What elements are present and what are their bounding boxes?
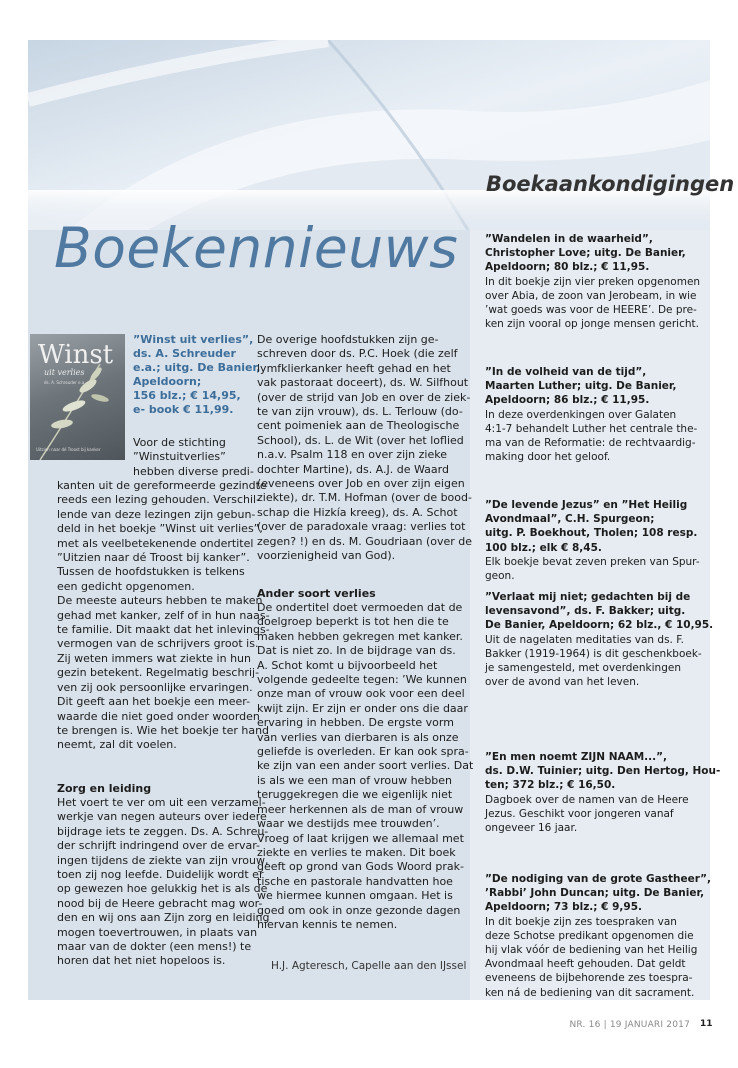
text-line: dochter Martine), ds. A.J. de Waard bbox=[257, 462, 449, 476]
body-line: making door het geloof. bbox=[485, 451, 611, 464]
text-line: kanten uit de gereformeerde gezindte bbox=[57, 479, 267, 492]
text-line: Het voert te ver om uit een verzamel- bbox=[57, 796, 266, 809]
text-line: is als we een man of vrouw hebben bbox=[257, 773, 453, 787]
announcement-entry bbox=[485, 590, 714, 689]
announcement-entry bbox=[485, 365, 705, 464]
text-line: met als veelbetekenende ondertitel bbox=[57, 536, 254, 550]
text-line: Zij weten immers wat ziekte in hun bbox=[57, 651, 251, 665]
text-line: werkje van negen auteurs over iedere bbox=[57, 810, 267, 824]
announcement-entry bbox=[485, 872, 711, 1000]
text-line: geeft op grond van Gods Woord prak- bbox=[257, 860, 464, 874]
text-line: bijdrage iets te zeggen. Ds. A. Schreu- bbox=[57, 824, 269, 838]
text-line: gehad met kanker, zelf of in hun naas- bbox=[57, 608, 270, 622]
text-line: ervaring in hebben. De ergste vorm bbox=[257, 716, 454, 730]
announcement-body bbox=[485, 275, 705, 332]
issue-info: NR. 16 | 19 JANUARI 2017 bbox=[569, 1020, 690, 1030]
body-line: eveneens de bijbehorende zes toespra- bbox=[485, 972, 693, 985]
text-line: School), ds. L. de Wit (over het loflied bbox=[257, 433, 464, 447]
body-line: ken ná de bediening van dit sacrament. bbox=[485, 986, 695, 999]
text-line: van verlies van dierbaren is als onze bbox=[257, 730, 459, 744]
text-line: mogen toevertrouwen, in plaats van bbox=[57, 925, 258, 939]
heading-line: ”Verlaat mij niet; gedachten bij de bbox=[485, 591, 691, 603]
cover-subtitle: uit verlies bbox=[44, 368, 85, 377]
body-line: In dit boekje zijn vier preken opgenomen bbox=[485, 275, 701, 288]
text-line: horen dat het niet hopeloos is. bbox=[57, 954, 226, 968]
body-line: Dagboek over de namen van de Heere bbox=[485, 793, 689, 806]
text-line: De overige hoofdstukken zijn ge- bbox=[257, 333, 439, 346]
review-paragraph-5 bbox=[257, 601, 473, 932]
announcement-heading bbox=[485, 590, 714, 633]
body-line: Elk boekje bevat zeven preken van Spur- bbox=[485, 555, 700, 568]
heading-line: Apeldoorn; 73 blz.; € 9,95. bbox=[485, 901, 643, 914]
heading-line: Avondmaal”, C.H. Spurgeon; bbox=[485, 513, 655, 526]
body-line: 4:1-7 behandelt Luther het centrale the- bbox=[485, 422, 698, 435]
text-line: (over de strijd van Job en over de ziek- bbox=[257, 390, 471, 404]
text-line: schreven door ds. P.C. Hoek (die zelf bbox=[257, 347, 458, 361]
body-line: hij vlak vóór de bediening van het Heilig bbox=[485, 944, 698, 957]
text-line: te van zijn vrouw), ds. L. Terlouw (do- bbox=[257, 405, 463, 419]
body-line: over Abia, de zoon van Jerobeam, in wie bbox=[485, 289, 697, 302]
review-signature: H.J. Agteresch, Capelle aan den IJssel bbox=[271, 960, 467, 972]
open-book-photo bbox=[28, 40, 710, 230]
announcement-heading bbox=[485, 498, 705, 555]
heading-line: Apeldoorn; 80 blz.; € 11,95. bbox=[485, 261, 650, 274]
text-line: schap die Hizkía kreeg), ds. A. Schot bbox=[257, 505, 458, 519]
cover-title: Winst bbox=[38, 340, 114, 370]
body-line: over de avond van het leven. bbox=[485, 676, 640, 689]
announcement-body bbox=[485, 915, 705, 1000]
heading-line: ”In de volheid van de tijd”, bbox=[485, 366, 647, 378]
announcement-heading bbox=[485, 365, 705, 408]
text-line: geliefde is overleden. Er kan ook spra- bbox=[257, 745, 469, 759]
text-line: lymfklierkanker heeft gehad en het bbox=[257, 361, 451, 375]
heading-line: De Banier, Apeldoorn; 62 blz., € 10,95. bbox=[485, 619, 714, 632]
announcement-entry bbox=[485, 750, 721, 835]
text-line: meer herkennen als de man of vrouw bbox=[257, 802, 464, 816]
text-line: een gedicht opgenomen. bbox=[57, 579, 195, 593]
text-line: Tussen de hoofdstukken is telkens bbox=[57, 565, 245, 579]
heading-line: Christopher Love; uitg. De Banier, bbox=[485, 247, 686, 260]
page-number: 11 bbox=[700, 1019, 713, 1029]
review-subheading-verlies: Ander soort verlies bbox=[257, 587, 376, 600]
body-line: Avondmaal heeft gehouden. Dat geldt bbox=[485, 958, 686, 971]
heading-line: ”Wandelen in de waarheid”, bbox=[485, 233, 653, 245]
review-paragraph-intro: Voor de stichting ”Winstuitverlies” hebben diverse predi- bbox=[133, 436, 254, 478]
heading-line: ds. D.W. Tuinier; uitg. Den Hertog, Hou- bbox=[485, 765, 721, 778]
text-line: hiervan kennis te nemen. bbox=[257, 917, 398, 931]
heading-line: ’Rabbi’ John Duncan; uitg. De Banier, bbox=[485, 887, 705, 900]
text-line: ziekte), dr. T.M. Hofman (over de bood- bbox=[257, 491, 472, 505]
text-line: kwijt zijn. Er zijn er onder ons die daar bbox=[257, 701, 468, 715]
text-line: ven zij ook persoonlijke ervaringen. bbox=[57, 680, 253, 694]
heading-line: 100 blz.; elk € 8,45. bbox=[485, 541, 602, 554]
body-line: je samengesteld, met overdenkingen bbox=[485, 662, 681, 675]
announcement-body bbox=[485, 408, 705, 465]
text-line: (over de paradoxale vraag: verlies tot bbox=[257, 520, 466, 534]
text-line: De ondertitel doet vermoeden dat de bbox=[257, 601, 463, 614]
text-line: toen zij nog leefde. Duidelijk wordt er bbox=[57, 868, 264, 882]
text-line: maar van de dokter (een mens!) te bbox=[57, 940, 252, 954]
heading-line: ”De levende Jezus” en ”Het Heilig bbox=[485, 499, 688, 511]
text-line: Dit geeft aan het boekje een meer- bbox=[57, 695, 251, 709]
review-paragraph-1 bbox=[57, 479, 270, 753]
heading-line: Apeldoorn; 86 blz.; € 11,95. bbox=[485, 394, 650, 407]
text-line: zegen? !) en ds. M. Goudriaan (over de bbox=[257, 534, 473, 548]
body-line: In deze overdenkingen over Galaten bbox=[485, 408, 677, 421]
text-line: neemt, zal dit voelen. bbox=[57, 738, 177, 752]
body-line: ma van de Reformatie: de rechtvaardig- bbox=[485, 437, 696, 450]
text-line: A. Schot komt u bijvoorbeeld het bbox=[257, 658, 438, 672]
announcement-entry bbox=[485, 498, 705, 583]
announcement-heading bbox=[485, 872, 711, 915]
page-title: Boekennieuws bbox=[54, 216, 459, 280]
text-line: nood bij de Heere gebracht mag wor- bbox=[57, 896, 263, 910]
text-line: lende van deze lezingen zijn gebun- bbox=[57, 507, 256, 521]
text-line: der schrijft indringend over de ervar- bbox=[57, 839, 261, 853]
text-line: doelgroep beperkt is tot hen die te bbox=[257, 615, 449, 629]
text-line: den en wij ons aan Zijn zorg en leiding bbox=[57, 911, 270, 925]
announcements-title: Boekaankondigingen bbox=[486, 172, 735, 196]
heading-line: ”De nodiging van de grote Gastheer”, bbox=[485, 873, 711, 885]
announcement-heading bbox=[485, 750, 721, 793]
text-line: goed om ook in onze gezonde dagen bbox=[257, 903, 461, 917]
body-line: ongeveer 16 jaar. bbox=[485, 822, 578, 835]
text-line: cent poimeniek aan de Theologische bbox=[257, 419, 460, 433]
announcement-body bbox=[485, 793, 705, 836]
text-line: volgende gedeelte tegen: ’We kunnen bbox=[257, 673, 467, 687]
heading-line: ”En men noemt ZIJN NAAM...”, bbox=[485, 751, 668, 763]
announcement-entry bbox=[485, 232, 705, 331]
body-line: geon. bbox=[485, 570, 515, 583]
heading-line: ten; 372 blz.; € 16,50. bbox=[485, 779, 616, 792]
text-line: te familie. Dit maakt dat het inlevings- bbox=[57, 623, 270, 637]
body-line: deze Schotse predikant opgenomen die bbox=[485, 929, 694, 942]
text-line: (eveneens over Job en over zijn eigen bbox=[257, 477, 465, 491]
body-line: ken zijn vooral op jonge mensen gericht. bbox=[485, 318, 699, 331]
announcement-body bbox=[485, 555, 705, 583]
body-line: ’wat goeds was voor de HEERE’. De pre- bbox=[485, 304, 697, 317]
body-line: Bakker (1919-1964) is dit geschenkboek- bbox=[485, 647, 702, 660]
text-line: waarde die niet goed onder woorden bbox=[57, 709, 260, 723]
review-subheading-zorg: Zorg en leiding bbox=[57, 782, 152, 795]
featured-book-heading: ”Winst uit verlies”, ds. A. Schreuder e.a.; uitg. De Banier, Apeldoorn; 156 blz.; € 14,95, e- book € 11,99. bbox=[133, 333, 261, 416]
review-paragraph-3 bbox=[57, 796, 269, 969]
text-line: waar we destijds mee trouwden’. bbox=[257, 817, 440, 831]
text-line: ”Uitzien naar dé Troost bij kanker”. bbox=[57, 551, 250, 565]
text-line: reeds een lezing gehouden. Verschil- bbox=[57, 493, 261, 507]
text-line: op gewezen hoe gelukkig het is als de bbox=[57, 882, 268, 896]
text-line: gezin betekent. Regelmatig beschrij- bbox=[57, 666, 260, 680]
text-line: ingen tijdens de ziekte van zijn vrouw, bbox=[57, 853, 269, 867]
text-line: te brengen is. Wie het boekje ter hand bbox=[57, 723, 270, 737]
heading-line: levensavond”, ds. F. Bakker; uitg. bbox=[485, 605, 686, 618]
text-line: vermogen van de schrijvers groot is. bbox=[57, 637, 259, 651]
text-line: onze man of vrouw ook voor een deel bbox=[257, 687, 465, 701]
announcement-heading bbox=[485, 232, 705, 275]
cover-author: ds. A. Schreuder e.a. bbox=[44, 380, 86, 385]
text-line: ke zijn van een ander soort verlies. Dat bbox=[257, 759, 474, 773]
announcement-body bbox=[485, 633, 705, 690]
review-paragraph-4 bbox=[257, 333, 472, 564]
text-line: we hiermee kunnen omgaan. Het is bbox=[257, 889, 453, 903]
body-line: Uit de nagelaten meditaties van ds. F. bbox=[485, 633, 684, 646]
heading-line: uitg. P. Boekhout, Tholen; 108 resp. bbox=[485, 527, 698, 540]
text-line: tische en pastorale handvatten hoe bbox=[257, 874, 453, 888]
text-line: maken hebben gekregen met kanker. bbox=[257, 629, 463, 643]
cover-bottom-text: Uitzien naar dé Troost bij kanker bbox=[36, 447, 101, 452]
body-line: In dit boekje zijn zes toespraken van bbox=[485, 915, 677, 928]
text-line: voorzienigheid van God). bbox=[257, 549, 396, 563]
text-line: Vroeg of laat krijgen we allemaal met bbox=[257, 831, 464, 845]
text-line: teruggekregen die we eigenlijk niet bbox=[257, 788, 453, 802]
text-line: vak pastoraat doceert), ds. W. Silfhout bbox=[257, 376, 469, 390]
book-cover-image bbox=[30, 334, 125, 460]
text-line: ziekte en verlies te maken. Dit boek bbox=[257, 845, 456, 859]
text-line: Dat is niet zo. In de bijdrage van ds. bbox=[257, 644, 456, 658]
text-line: deld in het boekje ”Winst uit verlies”, bbox=[57, 522, 263, 536]
heading-line: Maarten Luther; uitg. De Banier, bbox=[485, 380, 677, 393]
text-line: De meeste auteurs hebben te maken bbox=[57, 594, 263, 608]
body-line: Jezus. Geschikt voor jongeren vanaf bbox=[485, 807, 674, 820]
text-line: n.a.v. Psalm 118 en over zijn zieke bbox=[257, 448, 447, 462]
